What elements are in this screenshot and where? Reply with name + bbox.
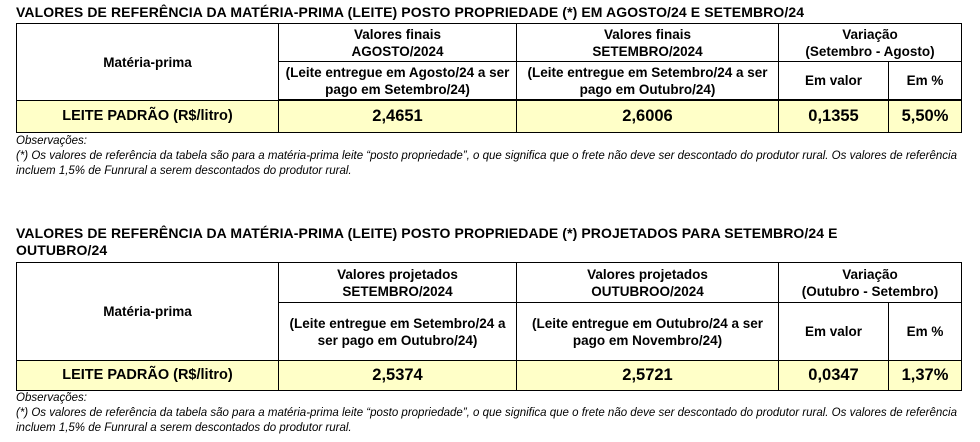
value-diff: 0,0347 [779,361,889,391]
value-col1: 2,5374 [279,361,517,391]
reference-table-1 [16,23,962,133]
col2-header [517,263,779,303]
col2-subheader: (Leite entregue em Setembro/24 a ser pago em Outubro/24) [517,62,779,100]
col1-header-line2: AGOSTO/2024 [351,43,444,59]
table-row [17,101,962,133]
value-diff: 0,1355 [779,101,889,133]
col1-header [279,24,517,62]
observations-text: (*) Os valores de referência da tabela são para a matéria-prima leite “posto propriedade”, o que significa que o frete não deve ser descontado do produtor rural. Os valores de referência incluem 1,5% de Funrural a serem descontados do produtor rural. [16,150,957,177]
col1-header-line2: SETEMBRO/2024 [342,283,453,299]
materia-prima-header: Matéria-prima [17,24,279,101]
table-row [17,361,962,391]
value-pct: 5,50% [889,101,962,133]
variacao-header [779,24,962,62]
value-pct: 1,37% [889,361,962,391]
col2-header-line2: SETEMBRO/2024 [592,43,703,59]
table2-title: VALORES DE REFERÊNCIA DA MATÉRIA-PRIMA (LEITE) POSTO PROPRIEDADE (*) PROJETADOS PARA SETEMBRO/24 E OUTUBRO/24 [16,225,838,258]
col1-header-line1: Valores finais [353,26,442,42]
em-valor-header: Em valor [779,303,889,361]
em-pct-header: Em % [889,62,962,100]
col1-header-line1: Valores projetados [337,266,458,282]
observations-1 [16,134,966,179]
observations-title: Observações: [16,135,87,147]
em-valor-header: Em valor [779,62,889,100]
col2-header-line2: OUTUBROO/2024 [591,283,704,299]
row-label: LEITE PADRÃO (R$/litro) [17,361,279,391]
col1-subheader: (Leite entregue em Setembro/24 a ser pago em Outubro/24) [279,303,517,361]
table1-title: VALORES DE REFERÊNCIA DA MATÉRIA-PRIMA (LEITE) POSTO PROPRIEDADE (*) EM AGOSTO/24 E SETEMBRO/24 [16,4,805,20]
observations-title: Observações: [16,392,87,404]
value-col2: 2,5721 [517,361,779,391]
variacao-header [779,263,962,303]
variacao-label: Variação [842,26,898,42]
variacao-sub-label: (Setembro - Agosto) [805,43,935,59]
col2-header [517,24,779,62]
col1-header [279,263,517,303]
materia-prima-header: Matéria-prima [17,263,279,361]
observations-2 [16,391,966,436]
variacao-sub-label: (Outubro - Setembro) [801,283,939,299]
value-col2: 2,6006 [517,101,779,133]
observations-text: (*) Os valores de referência da tabela são para a matéria-prima leite “posto propriedade”, o que significa que o frete não deve ser descontado do produtor rural. Os valores de referência incluem 1,5% de Funrural a serem descontados do produtor rural. [16,407,957,434]
col1-subheader: (Leite entregue em Agosto/24 a ser pago em Setembro/24) [279,62,517,100]
em-pct-header: Em % [889,303,962,361]
variacao-label: Variação [842,266,898,282]
col2-subheader: (Leite entregue em Outubro/24 a ser pago em Novembro/24) [517,303,779,361]
value-col1: 2,4651 [279,101,517,133]
col2-header-line1: Valores finais [603,26,692,42]
row-label: LEITE PADRÃO (R$/litro) [17,101,279,133]
col2-header-line1: Valores projetados [587,266,708,282]
reference-table-2 [16,262,962,391]
